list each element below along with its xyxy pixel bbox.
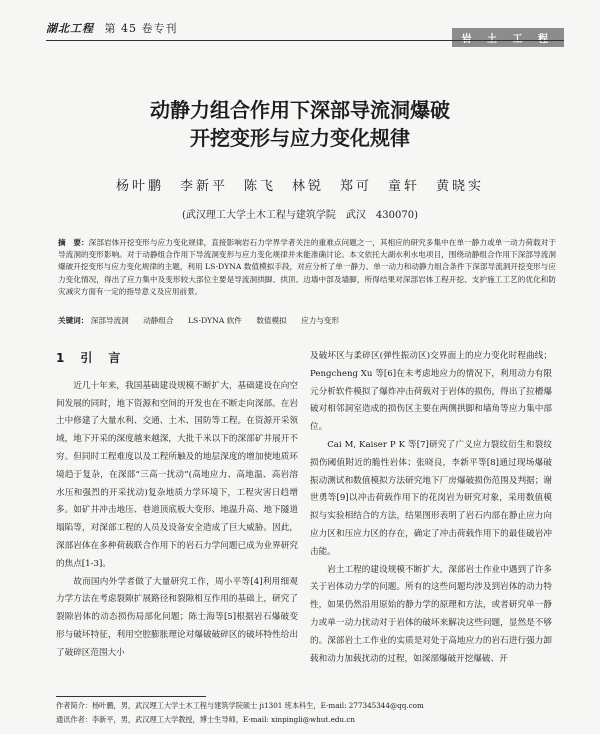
keyword: 动静组合	[143, 316, 174, 325]
abstract-text: 深部岩体开挖变形与应力变化规律，直接影响岩石力学界学者关注的重难点问题之一，其相应的研究多集中在单一静力或单一动力荷载对于导流洞的变形影响。对于动静组合作用下导流洞变形与应力变化规律并未能准确讨论。本文依托大湖水利水电项目，围绕动静组合作用下深部导流洞爆破开挖变形与应力变化规律的主题，利用 LS-DYNA 数值模拟手段，对应分析了单一静力、单一动力和动静力组合条件下深部导流洞开挖变形与应力变化情况，得出了应力集中及变形较大部位主要是导流洞拱脚、拱顶、边墙中部及墙脚，所得结果对深部岩体工程开挖、支护施工工艺的优化和防灾减灾方面有一定的指导意义及应用前景。	[58, 238, 556, 296]
abstract	[58, 237, 556, 298]
keyword: 数值模拟	[256, 316, 287, 325]
keywords-label: 关键词：	[58, 316, 89, 325]
right-column	[310, 348, 552, 668]
keywords	[58, 315, 556, 327]
volume-info: 第 45 卷专刊	[104, 22, 178, 35]
author-footnote: 作者简介：杨叶鹏，男，武汉理工大学土木工程与建筑学院硕士 ji1301 班本科生，E-mail: 277345344@qq.com	[56, 701, 424, 710]
abstract-label: 摘 要：	[58, 238, 89, 247]
paragraph: 近几十年来，我国基础建设规模不断扩大，基础建设在向空间发展的同时，地下资源和空间的开发也在不断走向深部。在岩土中修建了大量水利、交通、土木、国防等工程。在资源开采领域，地下开采的深度越来越深，大批千米以下的深部矿井展开不穷。但同时工程难度以及工程所触及的地层深度的增加使地质环境趋于复杂，在深部“三高一扰动”(高地应力、高地温、高岩溶水压和强烈的开采扰动)复杂地质力学环境下，工程灾害日趋增多。如矿井冲击地压、巷道顶底板大变形、地温升高、地下隧道塌陷等，对深部工程的人员及设备安全造成了巨大威胁。因此，深部岩体在多种荷载联合作用下的岩石力学问题已成为业界研究的焦点[1-3]。	[56, 380, 298, 569]
section-heading: 1 引 言	[56, 351, 123, 365]
affiliation: (武汉理工大学土木工程与建筑学院 武汉 430070)	[182, 210, 418, 221]
keyword: 应力与变形	[301, 316, 340, 325]
paragraph: 岩土工程的建设规模不断扩大，深部岩土作业中遇到了许多关于岩体动力学的问题。所有的这些问题均涉及到岩体的动力特性，如果仍然沿用原始的静力学的原理和方法，或者研究单一静力或单一动力扰动对于岩体的破坏来解决这些问题，显然是不够的。深部岩土工作业的实质是对处于高地应力的岩石进行强力卸载和动力加载扰动的过程，如深部爆破开挖爆破、开	[310, 564, 552, 664]
left-column	[56, 342, 298, 663]
paragraph: Cai M, Kaiser P K 等[7]研究了广义应力裂纹衍生和裂纹损伤阈值附近的脆性岩体；张晓良，李新平等[8]通过现场爆破振动测试和数值模拟方法研究地下厂房爆破损伤范围及判据；谢世勇等[9]以冲击荷载作用下的花岗岩为研究对象，采用数值模拟与实验相结合的方法，结果图形表明了岩石内部在静止应力向应力区和压应力区的存在，确定了冲击荷载作用下的最佳破岩冲击能。	[310, 439, 552, 557]
running-header	[46, 20, 178, 36]
paragraph: 故而国内外学者做了大量研究工作，周小平等[4]利用细观力学方法在考虑裂隙扩展路径和裂隙相互作用的基础上，研究了裂隙岩体的动态损伤局部化问题；陈士海等[5]根据岩石爆破变形与破坏特征，利用空腔膨胀理论对爆破破碎区的破坏特性给出了破碎区范围大小	[56, 576, 298, 658]
paper-title	[0, 96, 600, 152]
title-line-1: 动静力组合作用下深部导流洞爆破	[150, 98, 450, 122]
correspondence-footnote: 通讯作者：李新平，男，武汉理工大学教授，博士生导师，E-mail: xinpingli@whut.edu.cn	[56, 715, 355, 724]
keyword: LS-DYNA 软件	[187, 316, 242, 325]
section-badge: 岩 土 工 程	[452, 28, 564, 47]
footnote-rule	[56, 696, 206, 697]
author-list: 杨叶鹏 李新平 陈飞 林锐 郑可 童轩 黄晓实	[115, 179, 484, 194]
title-line-2: 开挖变形与应力变化规律	[190, 126, 410, 150]
header-rule	[46, 40, 564, 41]
paragraph: 及破坏区与柔碎区(弹性振动区)交界面上的应力变化时程曲线；Pengcheng Xu 等[6]在未考虑地应力的情况下，利用动力有限元分析软件模拟了爆炸冲击荷载对于岩体的损伤，得出了拉槽爆破对相邻洞室造成的损伤区主要在两侧拱脚和墙角等应力集中部位。	[310, 351, 552, 433]
journal-name: 湖北工程	[46, 22, 94, 35]
keyword: 深部导流洞	[90, 316, 129, 325]
